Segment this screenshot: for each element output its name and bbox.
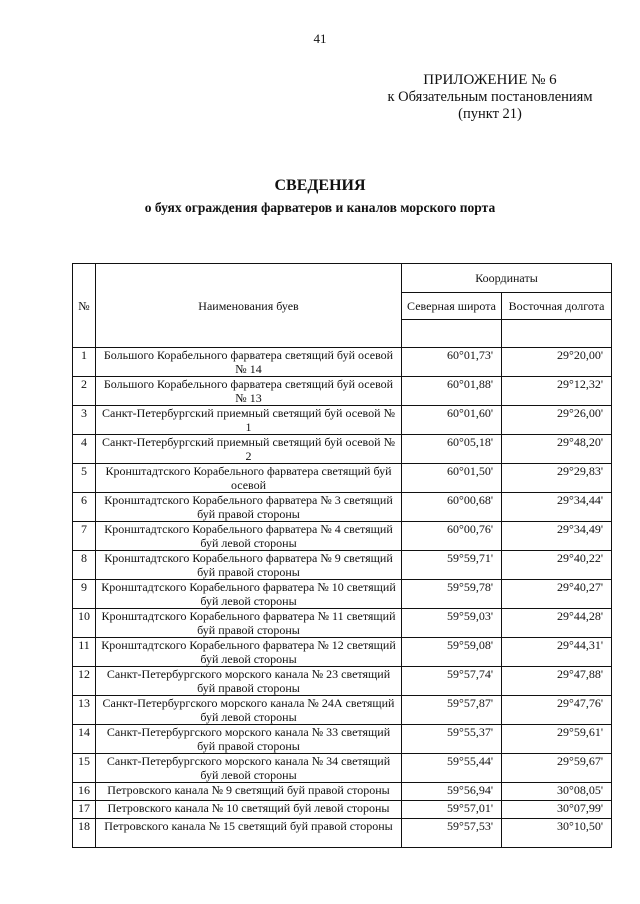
table-row bbox=[73, 348, 612, 377]
table-row bbox=[73, 783, 612, 801]
latitude-value: 59°55,37' bbox=[402, 725, 502, 754]
buoy-name: Кронштадтского Корабельного фарватера № 4 светящий буй левой стороны bbox=[96, 522, 402, 551]
latitude-value: 60°01,50' bbox=[402, 464, 502, 493]
latitude-value: 60°00,76' bbox=[402, 522, 502, 551]
buoy-name: Санкт-Петербургского морского канала № 34 светящий буй левой стороны bbox=[96, 754, 402, 783]
longitude-value: 29°40,27' bbox=[502, 580, 612, 609]
latitude-value: 59°59,08' bbox=[402, 638, 502, 667]
latitude-value: 60°05,18' bbox=[402, 435, 502, 464]
table-row bbox=[73, 696, 612, 725]
latitude-value: 59°55,44' bbox=[402, 754, 502, 783]
row-number: 4 bbox=[73, 435, 96, 464]
page-number: 41 bbox=[313, 31, 327, 46]
table-row bbox=[73, 377, 612, 406]
longitude-value: 29°59,61' bbox=[502, 725, 612, 754]
table-row bbox=[73, 638, 612, 667]
row-number: 1 bbox=[73, 348, 96, 377]
appendix-block bbox=[380, 72, 600, 123]
row-number: 16 bbox=[73, 783, 96, 801]
latitude-value: 59°57,74' bbox=[402, 667, 502, 696]
buoy-name: Санкт-Петербургского морского канала № 24А светящий буй левой стороны bbox=[96, 696, 402, 725]
longitude-value: 29°48,20' bbox=[502, 435, 612, 464]
table-row bbox=[73, 580, 612, 609]
longitude-value: 29°59,67' bbox=[502, 754, 612, 783]
header-spacer bbox=[502, 320, 612, 348]
row-number: 2 bbox=[73, 377, 96, 406]
appendix-title: ПРИЛОЖЕНИЕ № 6 bbox=[423, 72, 557, 88]
row-number: 10 bbox=[73, 609, 96, 638]
table-row bbox=[73, 406, 612, 435]
longitude-value: 29°12,32' bbox=[502, 377, 612, 406]
header-longitude: Восточная долгота bbox=[502, 293, 612, 320]
table-row bbox=[73, 667, 612, 696]
buoy-name: Кронштадтского Корабельного фарватера № 10 светящий буй левой стороны bbox=[96, 580, 402, 609]
buoy-name: Большого Корабельного фарватера светящий буй осевой № 13 bbox=[96, 377, 402, 406]
row-number: 7 bbox=[73, 522, 96, 551]
latitude-value: 60°01,73' bbox=[402, 348, 502, 377]
buoy-name: Кронштадтского Корабельного фарватера № 9 светящий буй правой стороны bbox=[96, 551, 402, 580]
row-number: 8 bbox=[73, 551, 96, 580]
buoy-name: Кронштадтского Корабельного фарватера № 3 светящий буй правой стороны bbox=[96, 493, 402, 522]
row-number: 3 bbox=[73, 406, 96, 435]
row-number: 13 bbox=[73, 696, 96, 725]
latitude-value: 60°00,68' bbox=[402, 493, 502, 522]
latitude-value: 59°59,78' bbox=[402, 580, 502, 609]
latitude-value: 59°57,53' bbox=[402, 819, 502, 848]
longitude-value: 30°07,99' bbox=[502, 801, 612, 819]
longitude-value: 29°40,22' bbox=[502, 551, 612, 580]
latitude-value: 59°57,01' bbox=[402, 801, 502, 819]
longitude-value: 29°44,28' bbox=[502, 609, 612, 638]
row-number: 6 bbox=[73, 493, 96, 522]
buoy-name: Санкт-Петербургского морского канала № 33 светящий буй правой стороны bbox=[96, 725, 402, 754]
row-number: 15 bbox=[73, 754, 96, 783]
table-row bbox=[73, 819, 612, 848]
header-spacer bbox=[402, 320, 502, 348]
longitude-value: 29°29,83' bbox=[502, 464, 612, 493]
latitude-value: 59°57,87' bbox=[402, 696, 502, 725]
row-number: 11 bbox=[73, 638, 96, 667]
header-latitude: Северная широта bbox=[402, 293, 502, 320]
header-name: Наименования буев bbox=[96, 264, 402, 348]
latitude-value: 60°01,88' bbox=[402, 377, 502, 406]
longitude-value: 29°20,00' bbox=[502, 348, 612, 377]
appendix-clause: (пункт 21) bbox=[458, 106, 522, 122]
row-number: 14 bbox=[73, 725, 96, 754]
heading-subtitle: о буях ограждения фарватеров и каналов морского порта bbox=[144, 200, 496, 215]
buoy-name: Санкт-Петербургский приемный светящий буй осевой № 1 bbox=[96, 406, 402, 435]
longitude-value: 29°44,31' bbox=[502, 638, 612, 667]
longitude-value: 30°10,50' bbox=[502, 819, 612, 848]
row-number: 12 bbox=[73, 667, 96, 696]
buoys-table bbox=[72, 263, 612, 848]
table-row bbox=[73, 493, 612, 522]
longitude-value: 29°47,76' bbox=[502, 696, 612, 725]
buoy-name: Кронштадтского Корабельного фарватера № 11 светящий буй правой стороны bbox=[96, 609, 402, 638]
table-row bbox=[73, 609, 612, 638]
latitude-value: 59°56,94' bbox=[402, 783, 502, 801]
table-row bbox=[73, 754, 612, 783]
document-heading bbox=[0, 176, 640, 217]
row-number: 17 bbox=[73, 801, 96, 819]
heading-title: СВЕДЕНИЯ bbox=[274, 177, 366, 194]
header-coordinates: Координаты bbox=[402, 264, 612, 293]
table-row bbox=[73, 725, 612, 754]
buoy-name: Санкт-Петербургский приемный светящий буй осевой № 2 bbox=[96, 435, 402, 464]
table-row bbox=[73, 801, 612, 819]
appendix-reference: к Обязательным постановлениям bbox=[387, 89, 593, 105]
longitude-value: 29°34,49' bbox=[502, 522, 612, 551]
buoy-name: Кронштадтского Корабельного фарватера № 12 светящий буй левой стороны bbox=[96, 638, 402, 667]
buoy-name: Кронштадтского Корабельного фарватера светящий буй осевой bbox=[96, 464, 402, 493]
latitude-value: 59°59,03' bbox=[402, 609, 502, 638]
table-row bbox=[73, 435, 612, 464]
latitude-value: 59°59,71' bbox=[402, 551, 502, 580]
header-number: № bbox=[73, 264, 96, 348]
row-number: 18 bbox=[73, 819, 96, 848]
buoy-name: Петровского канала № 15 светящий буй правой стороны bbox=[96, 819, 402, 848]
row-number: 5 bbox=[73, 464, 96, 493]
row-number: 9 bbox=[73, 580, 96, 609]
buoy-name: Санкт-Петербургского морского канала № 23 светящий буй правой стороны bbox=[96, 667, 402, 696]
longitude-value: 29°47,88' bbox=[502, 667, 612, 696]
table-row bbox=[73, 464, 612, 493]
buoy-name: Большого Корабельного фарватера светящий буй осевой № 14 bbox=[96, 348, 402, 377]
longitude-value: 30°08,05' bbox=[502, 783, 612, 801]
longitude-value: 29°34,44' bbox=[502, 493, 612, 522]
latitude-value: 60°01,60' bbox=[402, 406, 502, 435]
buoy-name: Петровского канала № 9 светящий буй правой стороны bbox=[96, 783, 402, 801]
table-row bbox=[73, 522, 612, 551]
longitude-value: 29°26,00' bbox=[502, 406, 612, 435]
buoy-name: Петровского канала № 10 светящий буй левой стороны bbox=[96, 801, 402, 819]
table-row bbox=[73, 551, 612, 580]
